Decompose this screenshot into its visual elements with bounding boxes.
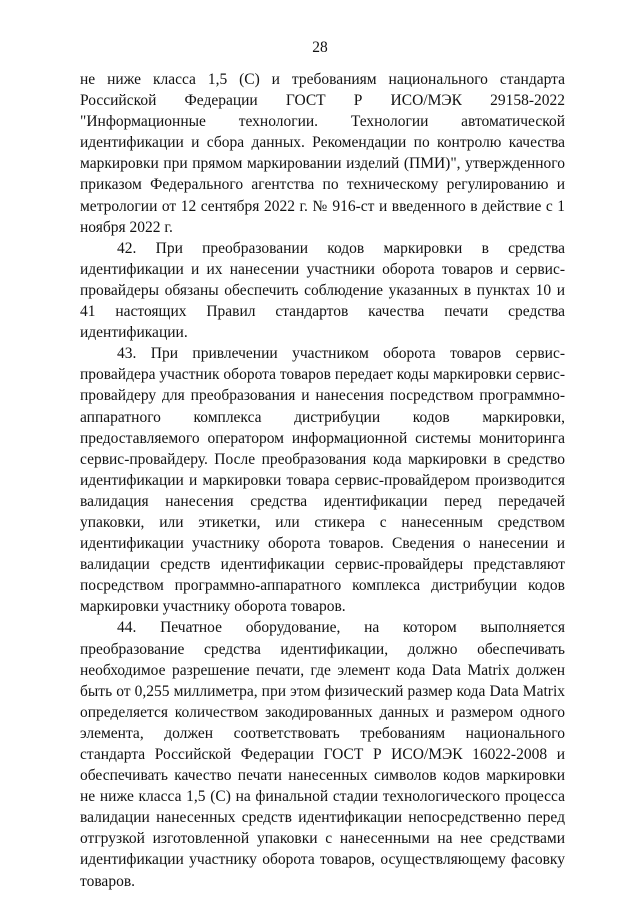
paragraph-item-43: 43. При привлечении участником оборота товаров сервис-провайдера участник оборота товаров передает коды маркировки сервис-провайдеру для преобразования и нанесения посредством программно-аппаратного комплекса дистрибуции кодов маркировки, предоставляемого оператором информационной системы мониторинга сервис-провайдеру. После преобразования кода маркировки в средство идентификации и маркировки товара сервис-провайдером производится валидация нанесения средства идентификации перед передачей упаковки, или этикетки, или стикера с нанесенным средством идентификации участнику оборота товаров. Сведения о нанесении и валидации средств идентификации сервис-провайдеры представляют посредством программно-аппаратного комплекса дистрибуции кодов маркировки участнику оборота товаров. [80,345,565,616]
paragraph-item-42: 42. При преобразовании кодов маркировки в средства идентификации и их нанесении участники оборота товаров и сервис-провайдеры обязаны обеспечить соблюдение указанных в пунктах 10 и 41 настоящих Правил стандартов качества печати средства идентификации. [80,239,565,342]
paragraph-continuation: не ниже класса 1,5 (С) и требованиям национального стандарта Российской Федерации ГОСТ Р ИСО/МЭК 29158-2022 "Информационные технологии. Технологии автоматической идентификации и сбора данных. Рекомендации по контролю качества маркировки при прямом маркировании изделий (ПМИ)", утвержденного приказом Федерального агентства по техническому регулированию и метрологии от 12 сентября 2022 г. № 916-ст и введенного в действие с 1 ноября 2022 г. [80,71,565,236]
paragraph-item-44: 44. Печатное оборудование, на котором выполняется преобразование средства идентификации, должно обеспечивать необходимое разрешение печати, где элемент кода Data Matrix должен быть от 0,255 миллиметра, при этом физический размер кода Data Matrix определяется количеством закодированных данных и размером одного элемента, должен соответствовать требованиям национального стандарта Российской Федерации ГОСТ Р ИСО/МЭК 16022-2008 и обеспечивать качество печати нанесенных символов кодов маркировки не ниже класса 1,5 (С) на финальной стадии технологического процесса валидации нанесенных средств идентификации непосредственно перед отгрузкой изготовленной упаковки с нанесенными на нее средствами идентификации участнику оборота товаров, осуществляющему фасовку товаров. [80,619,565,890]
page-number: 28 [312,39,328,56]
document-body [80,69,565,892]
